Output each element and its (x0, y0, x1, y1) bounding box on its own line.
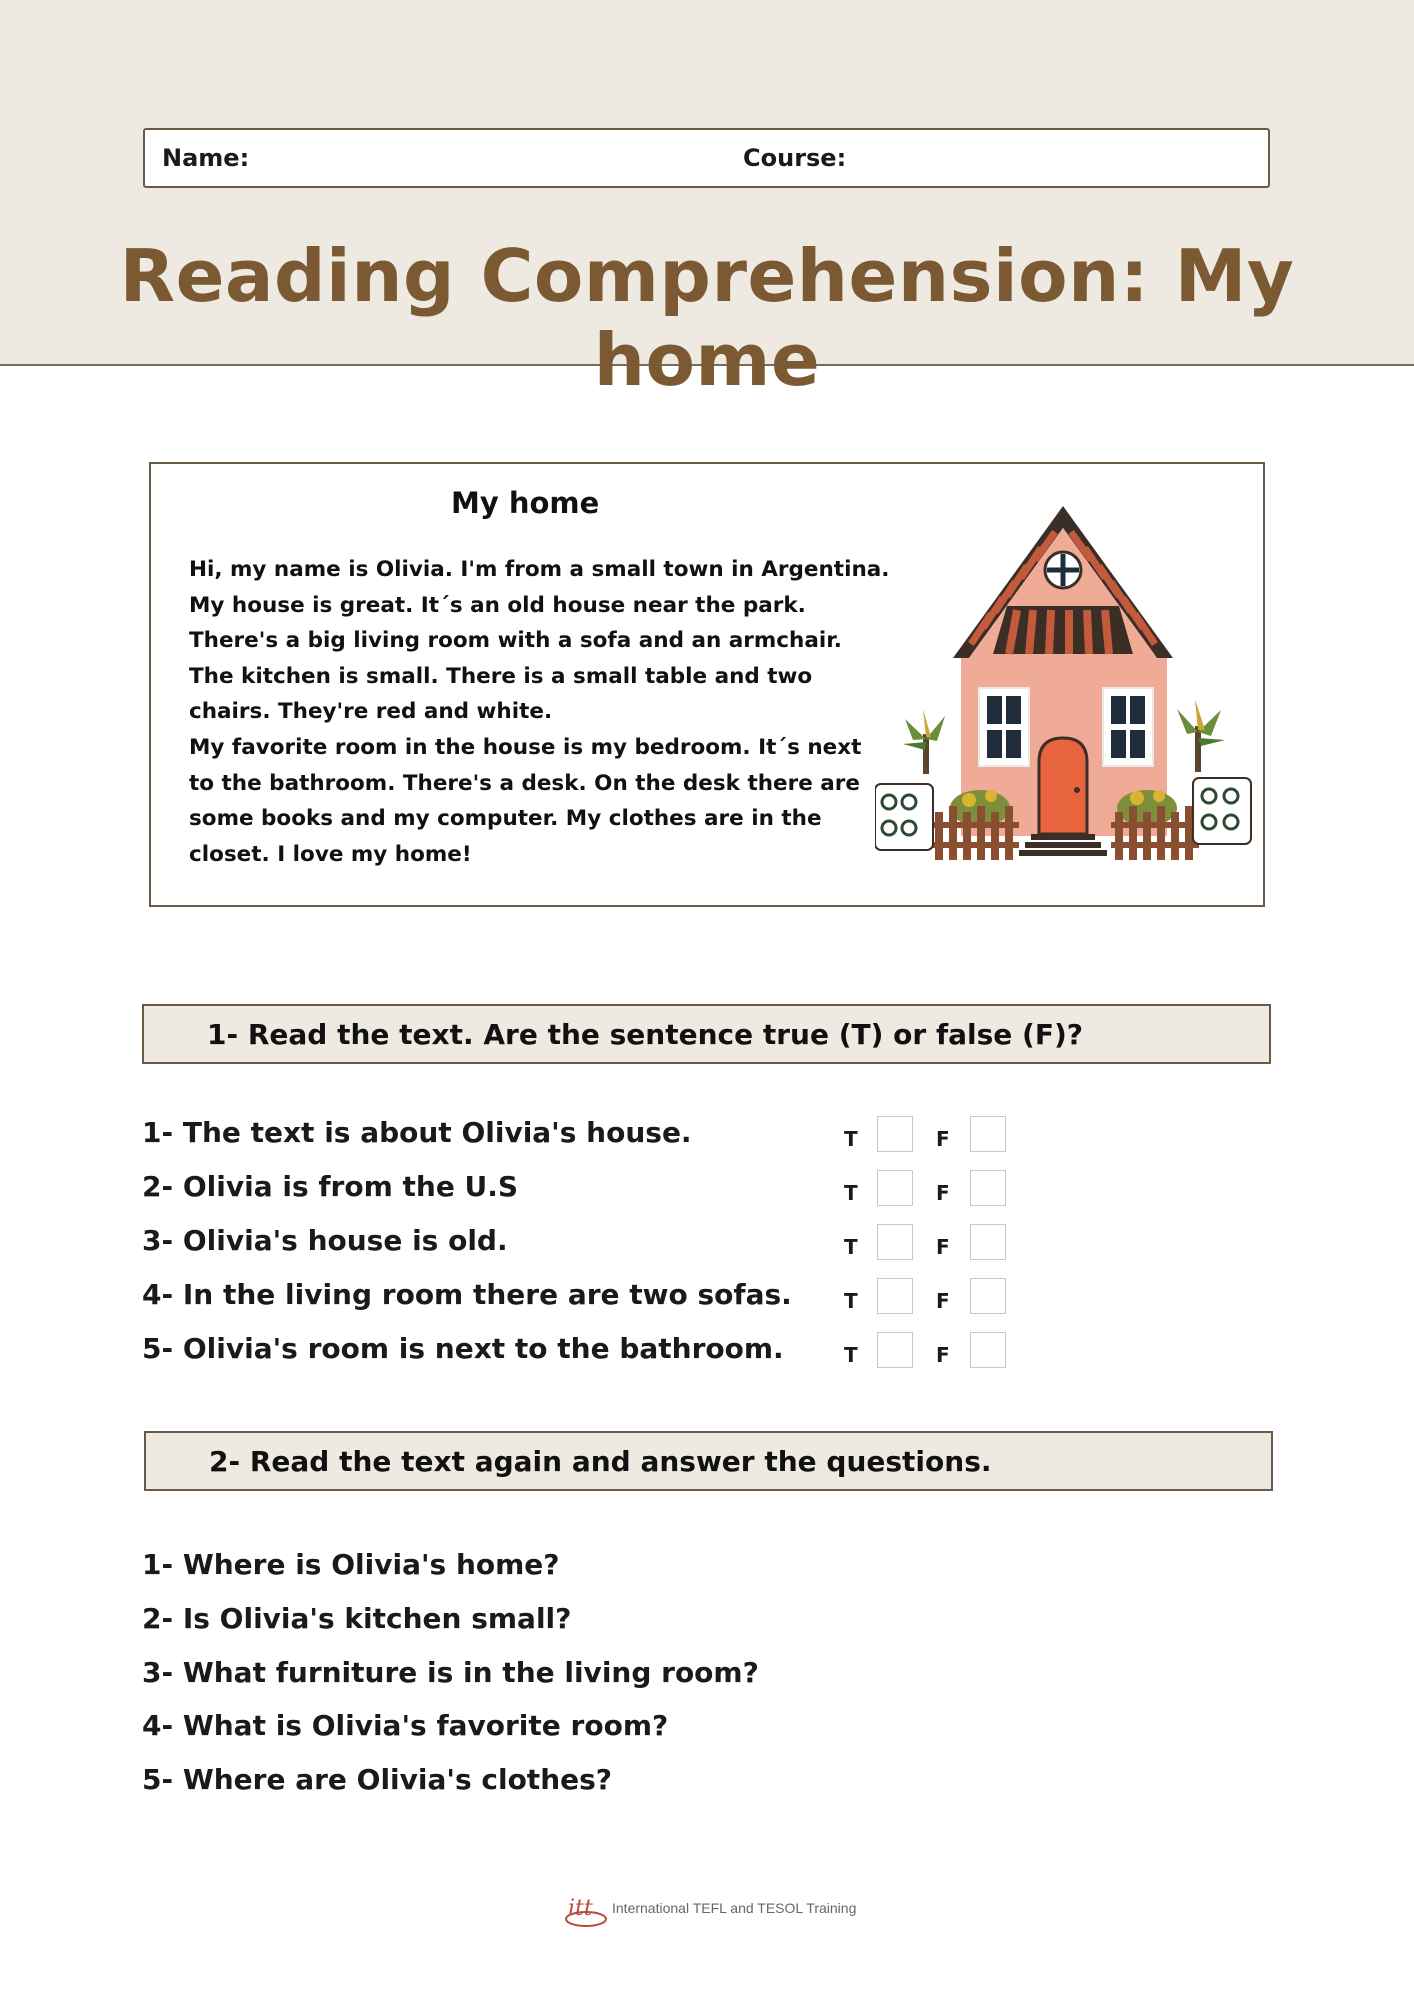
header-band (0, 0, 1414, 402)
true-checkbox[interactable] (877, 1278, 913, 1314)
false-checkbox[interactable] (970, 1332, 1006, 1368)
section2-heading-bar (144, 1431, 1273, 1491)
question-item: 4- What is Olivia's favorite room? (142, 1709, 669, 1742)
page-title: Reading Comprehension: My home (119, 234, 1295, 402)
tf-item (142, 1278, 1042, 1318)
right-window (1103, 688, 1153, 766)
false-checkbox[interactable] (970, 1278, 1006, 1314)
itt-logo-icon (564, 1889, 608, 1929)
passage-line: My house is great. It´s an old house near the park. (189, 592, 806, 618)
false-checkbox[interactable] (970, 1224, 1006, 1260)
true-label: T (844, 1343, 858, 1367)
true-label: T (844, 1181, 858, 1205)
steps (1019, 834, 1107, 856)
awning (993, 606, 1133, 654)
house-illustration (875, 494, 1255, 874)
left-plant (903, 709, 945, 774)
question-item: 1- Where is Olivia's home? (142, 1548, 560, 1581)
logo-letters: itt (568, 1896, 593, 1921)
section2-heading: 2- Read the text again and answer the questions. (209, 1445, 992, 1478)
tf-statement: 2- Olivia is from the U.S (142, 1170, 519, 1203)
tf-statement: 4- In the living room there are two sofas. (142, 1278, 792, 1311)
tf-statement: 3- Olivia's house is old. (142, 1224, 508, 1257)
left-stone-wall (875, 784, 933, 850)
true-label: T (844, 1235, 858, 1259)
false-label: F (936, 1343, 950, 1367)
passage-line: chairs. They're red and white. (189, 699, 553, 725)
right-stone-wall (1193, 778, 1251, 844)
false-checkbox[interactable] (970, 1170, 1006, 1206)
name-label: Name: (162, 144, 250, 172)
tf-item (142, 1116, 1042, 1156)
true-checkbox[interactable] (877, 1332, 913, 1368)
false-label: F (936, 1235, 950, 1259)
false-label: F (936, 1289, 950, 1313)
true-checkbox[interactable] (877, 1224, 913, 1260)
true-checkbox[interactable] (877, 1170, 913, 1206)
door (1039, 738, 1087, 834)
left-window (979, 688, 1029, 766)
question-item: 3- What furniture is in the living room? (142, 1656, 759, 1689)
true-label: T (844, 1289, 858, 1313)
footer-org-name: International TEFL and TESOL Training (612, 1900, 857, 1916)
passage-text (189, 552, 890, 872)
tf-item (142, 1170, 1042, 1210)
passage-line: The kitchen is small. There is a small table and two (189, 663, 813, 689)
tf-item (142, 1224, 1042, 1264)
section1-heading-bar (142, 1004, 1271, 1064)
passage-line: some books and my computer. My clothes are in the (189, 806, 822, 832)
tf-statement: 5- Olivia's room is next to the bathroom. (142, 1332, 784, 1365)
section1-heading: 1- Read the text. Are the sentence true (T) or false (F)? (207, 1018, 1083, 1051)
question-item: 5- Where are Olivia's clothes? (142, 1763, 613, 1796)
passage-line: closet. I love my home! (189, 841, 472, 867)
name-course-box[interactable] (143, 128, 1270, 188)
passage-line: Hi, my name is Olivia. I'm from a small town in Argentina. (189, 557, 890, 582)
right-plant (1177, 699, 1225, 772)
passage-line: There's a big living room with a sofa and an armchair. (189, 628, 842, 654)
passage-line: to the bathroom. There's a desk. On the desk there are (189, 770, 860, 796)
true-checkbox[interactable] (877, 1116, 913, 1152)
course-label: Course: (743, 144, 847, 172)
passage-line: My favorite room in the house is my bedroom. It´s next (189, 734, 862, 760)
false-label: F (936, 1181, 950, 1205)
false-checkbox[interactable] (970, 1116, 1006, 1152)
footer-logo (564, 1889, 864, 1929)
false-label: F (936, 1127, 950, 1151)
reading-passage-box (149, 462, 1265, 907)
passage-title: My home (451, 486, 600, 520)
question-item: 2- Is Olivia's kitchen small? (142, 1602, 572, 1635)
tf-item (142, 1332, 1042, 1372)
true-label: T (844, 1127, 858, 1151)
tf-statement: 1- The text is about Olivia's house. (142, 1116, 692, 1149)
